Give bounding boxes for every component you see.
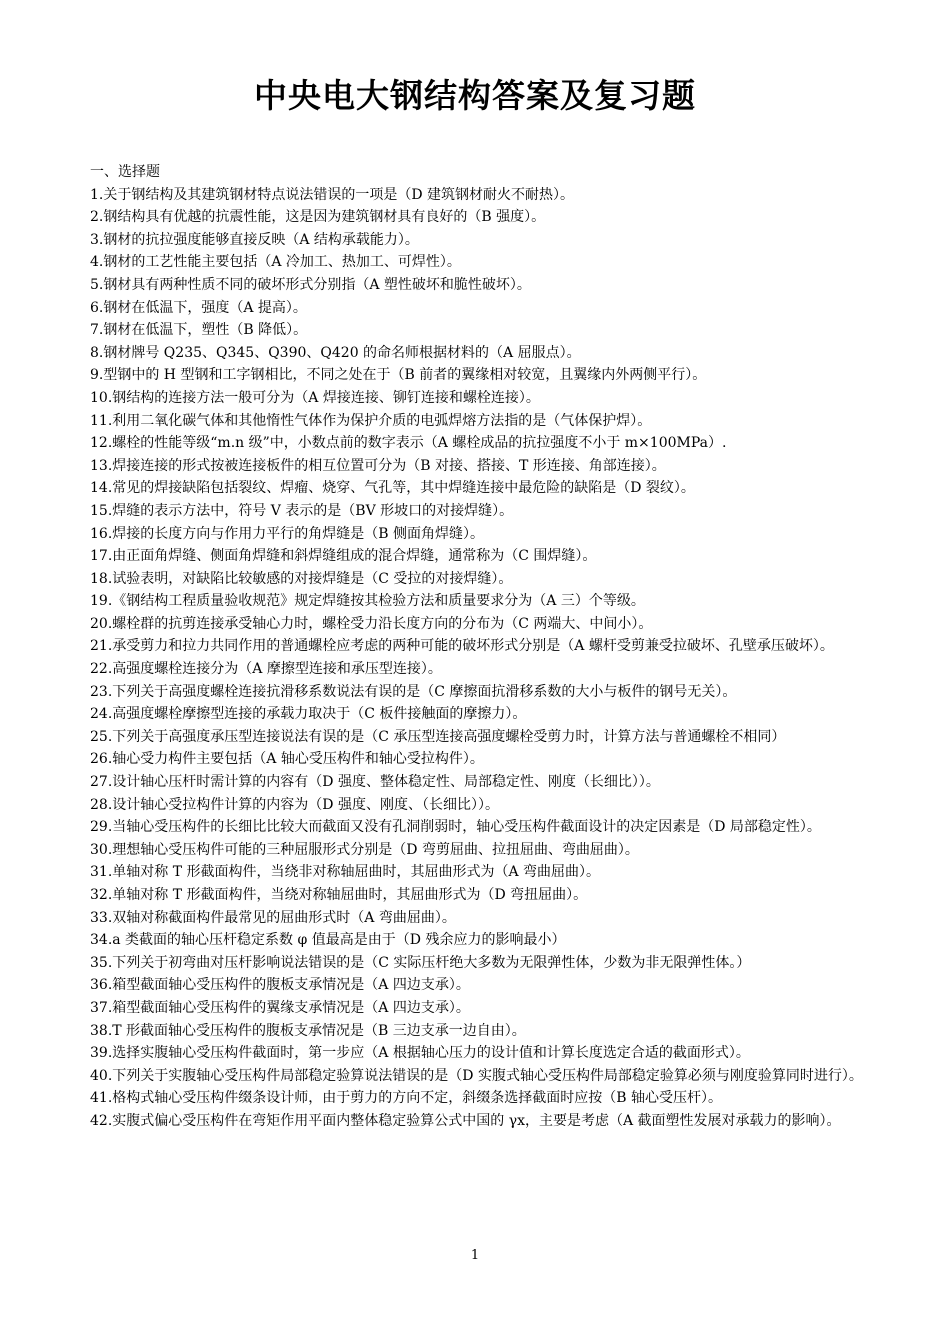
question-item: 24.高强度螺栓摩擦型连接的承载力取决于（C 板件接触面的摩擦力）。 bbox=[90, 706, 527, 723]
question-item: 15.焊缝的表示方法中，符号 V 表示的是（BV 形坡口的对接焊缝）。 bbox=[90, 502, 514, 519]
question-item: 3.钢材的抗拉强度能够直接反映（A 结构承载能力）。 bbox=[90, 231, 419, 248]
question-item: 28.设计轴心受拉构件计算的内容为（D 强度、刚度、（长细比））。 bbox=[90, 796, 499, 813]
question-list bbox=[90, 184, 878, 1133]
question-item: 2.钢结构具有优越的抗震性能，这是因为建筑钢材具有良好的（B 强度）。 bbox=[90, 209, 546, 226]
section-heading: 一、选择题 bbox=[90, 164, 160, 180]
question-item: 16.焊接的长度方向与作用力平行的角焊缝是（B 侧面角焊缝）。 bbox=[90, 525, 485, 542]
question-item: 26.轴心受力构件主要包括（A 轴心受压构件和轴心受拉构件）。 bbox=[90, 751, 484, 768]
question-item: 7.钢材在低温下，塑性（B 降低）。 bbox=[90, 322, 308, 339]
question-item: 18.试验表明，对缺陷比较敏感的对接焊缝是（C 受拉的对接焊缝）。 bbox=[90, 570, 513, 587]
question-item: 40.下列关于实腹轴心受压构件局部稳定验算说法错误的是（D 实腹式轴心受压构件局部稳定验算必须与刚度验算同时进行）。 bbox=[90, 1067, 863, 1084]
question-item: 27.设计轴心压杆时需计算的内容有（D 强度、整体稳定性、局部稳定性、刚度（长细比））。 bbox=[90, 774, 660, 791]
question-item: 41.格构式轴心受压构件缀条设计师，由于剪力的方向不定，斜缀条选择截面时应按（B 轴心受压杆）。 bbox=[90, 1090, 723, 1107]
question-item: 5.钢材具有两种性质不同的破坏形式分别指（A 塑性破坏和脆性破坏）。 bbox=[90, 276, 531, 293]
document-body bbox=[90, 161, 878, 1133]
question-item: 39.选择实腹轴心受压构件截面时，第一步应（A 根据轴心压力的设计值和计算长度选定合适的截面形式）。 bbox=[90, 1045, 750, 1062]
question-item: 6.钢材在低温下，强度（A 提高）。 bbox=[90, 299, 307, 316]
question-item: 38.T 形截面轴心受压构件的腹板支承情况是（B 三边支承一边自由）。 bbox=[90, 1022, 526, 1039]
question-item: 34.a 类截面的轴心压杆稳定系数 φ 值最高是由于（D 残余应力的影响最小） bbox=[90, 932, 566, 949]
question-item: 36.箱型截面轴心受压构件的腹板支承情况是（A 四边支承）。 bbox=[90, 977, 470, 994]
page-title: 中央电大钢结构答案及复习题 bbox=[254, 76, 696, 115]
question-item: 9.型钢中的 H 型钢和工字钢相比，不同之处在于（B 前者的翼缘相对较宽，且翼缘内外两侧平行）。 bbox=[90, 367, 707, 384]
question-item: 32.单轴对称 T 形截面构件，当绕对称轴屈曲时，其屈曲形式为（D 弯扭屈曲）。 bbox=[90, 887, 588, 903]
question-item: 10.钢结构的连接方法一般可分为（A 焊接连接、铆钉连接和螺栓连接）。 bbox=[90, 389, 540, 406]
question-item: 25.下列关于高强度承压型连接说法有误的是（C 承压型连接高强度螺栓受剪力时，计算方法与普通螺栓不相同） bbox=[90, 728, 786, 745]
question-item: 29.当轴心受压构件的长细比比较大而截面又没有孔洞削弱时，轴心受压构件截面设计的决定因素是（D 局部稳定性）。 bbox=[90, 819, 821, 836]
question-item: 20.螺栓群的抗剪连接承受轴心力时，螺栓受力沿长度方向的分布为（C 两端大、中间小）。 bbox=[90, 615, 653, 632]
question-item: 21.承受剪力和拉力共同作用的普通螺栓应考虑的两种可能的破坏形式分别是（A 螺杆受剪兼受拉破坏、孔壁承压破坏）。 bbox=[90, 638, 834, 655]
question-item: 14.常见的焊接缺陷包括裂纹、焊瘤、烧穿、气孔等，其中焊缝连接中最危险的缺陷是（D 裂纹）。 bbox=[90, 480, 695, 497]
question-item: 17.由正面角焊缝、侧面角焊缝和斜焊缝组成的混合焊缝，通常称为（C 围焊缝）。 bbox=[90, 548, 597, 565]
question-item: 31.单轴对称 T 形截面构件，当绕非对称轴屈曲时，其屈曲形式为（A 弯曲屈曲）。 bbox=[90, 864, 601, 881]
question-item: 30.理想轴心受压构件可能的三种屈服形式分别是（D 弯剪屈曲、拉扭屈曲、弯曲屈曲）。 bbox=[90, 841, 639, 858]
page-number: 1 bbox=[470, 1248, 480, 1263]
question-item: 12.螺栓的性能等级“m.n 级”中，小数点前的数字表示（A 螺栓成品的抗拉强度不小于 m×100MPa）. bbox=[90, 435, 727, 452]
question-item: 13.焊接连接的形式按被连接板件的相互位置可分为（B 对接、搭接、T 形连接、角部连接）。 bbox=[90, 457, 666, 474]
question-item: 11.利用二氧化碳气体和其他惰性气体作为保护介质的电弧焊熔方法指的是（气体保护焊）。 bbox=[90, 412, 652, 429]
question-item: 35.下列关于初弯曲对压杆影响说法错误的是（C 实际压杆绝大多数为无限弹性体，少数为非无限弹性体。） bbox=[90, 954, 751, 971]
question-item: 19.《钢结构工程质量验收规范》规定焊缝按其检验方法和质量要求分为（A 三）个等级。 bbox=[90, 593, 645, 610]
question-item: 42.实腹式偏心受压构件在弯矩作用平面内整体稳定验算公式中国的 γx，主要是考虑（A 截面塑性发展对承载力的影响）。 bbox=[90, 1112, 841, 1129]
question-item: 23.下列关于高强度螺栓连接抗滑移系数说法有误的是（C 摩擦面抗滑移系数的大小与板件的钢号无关）。 bbox=[90, 683, 737, 700]
question-item: 22.高强度螺栓连接分为（A 摩擦型连接和承压型连接）。 bbox=[90, 661, 442, 678]
question-item: 37.箱型截面轴心受压构件的翼缘支承情况是（A 四边支承）。 bbox=[90, 999, 470, 1016]
question-item: 33.双轴对称截面构件最常见的屈曲形式时（A 弯曲屈曲）。 bbox=[90, 909, 456, 926]
question-item: 4.钢材的工艺性能主要包括（A 冷加工、热加工、可焊性）。 bbox=[90, 254, 461, 271]
question-item: 1.关于钢结构及其建筑钢材特点说法错误的一项是（D 建筑钢材耐火不耐热）。 bbox=[90, 186, 575, 203]
question-item: 8.钢材牌号 Q235、Q345、Q390、Q420 的命名师根据材料的（A 屈服点）。 bbox=[90, 344, 581, 361]
